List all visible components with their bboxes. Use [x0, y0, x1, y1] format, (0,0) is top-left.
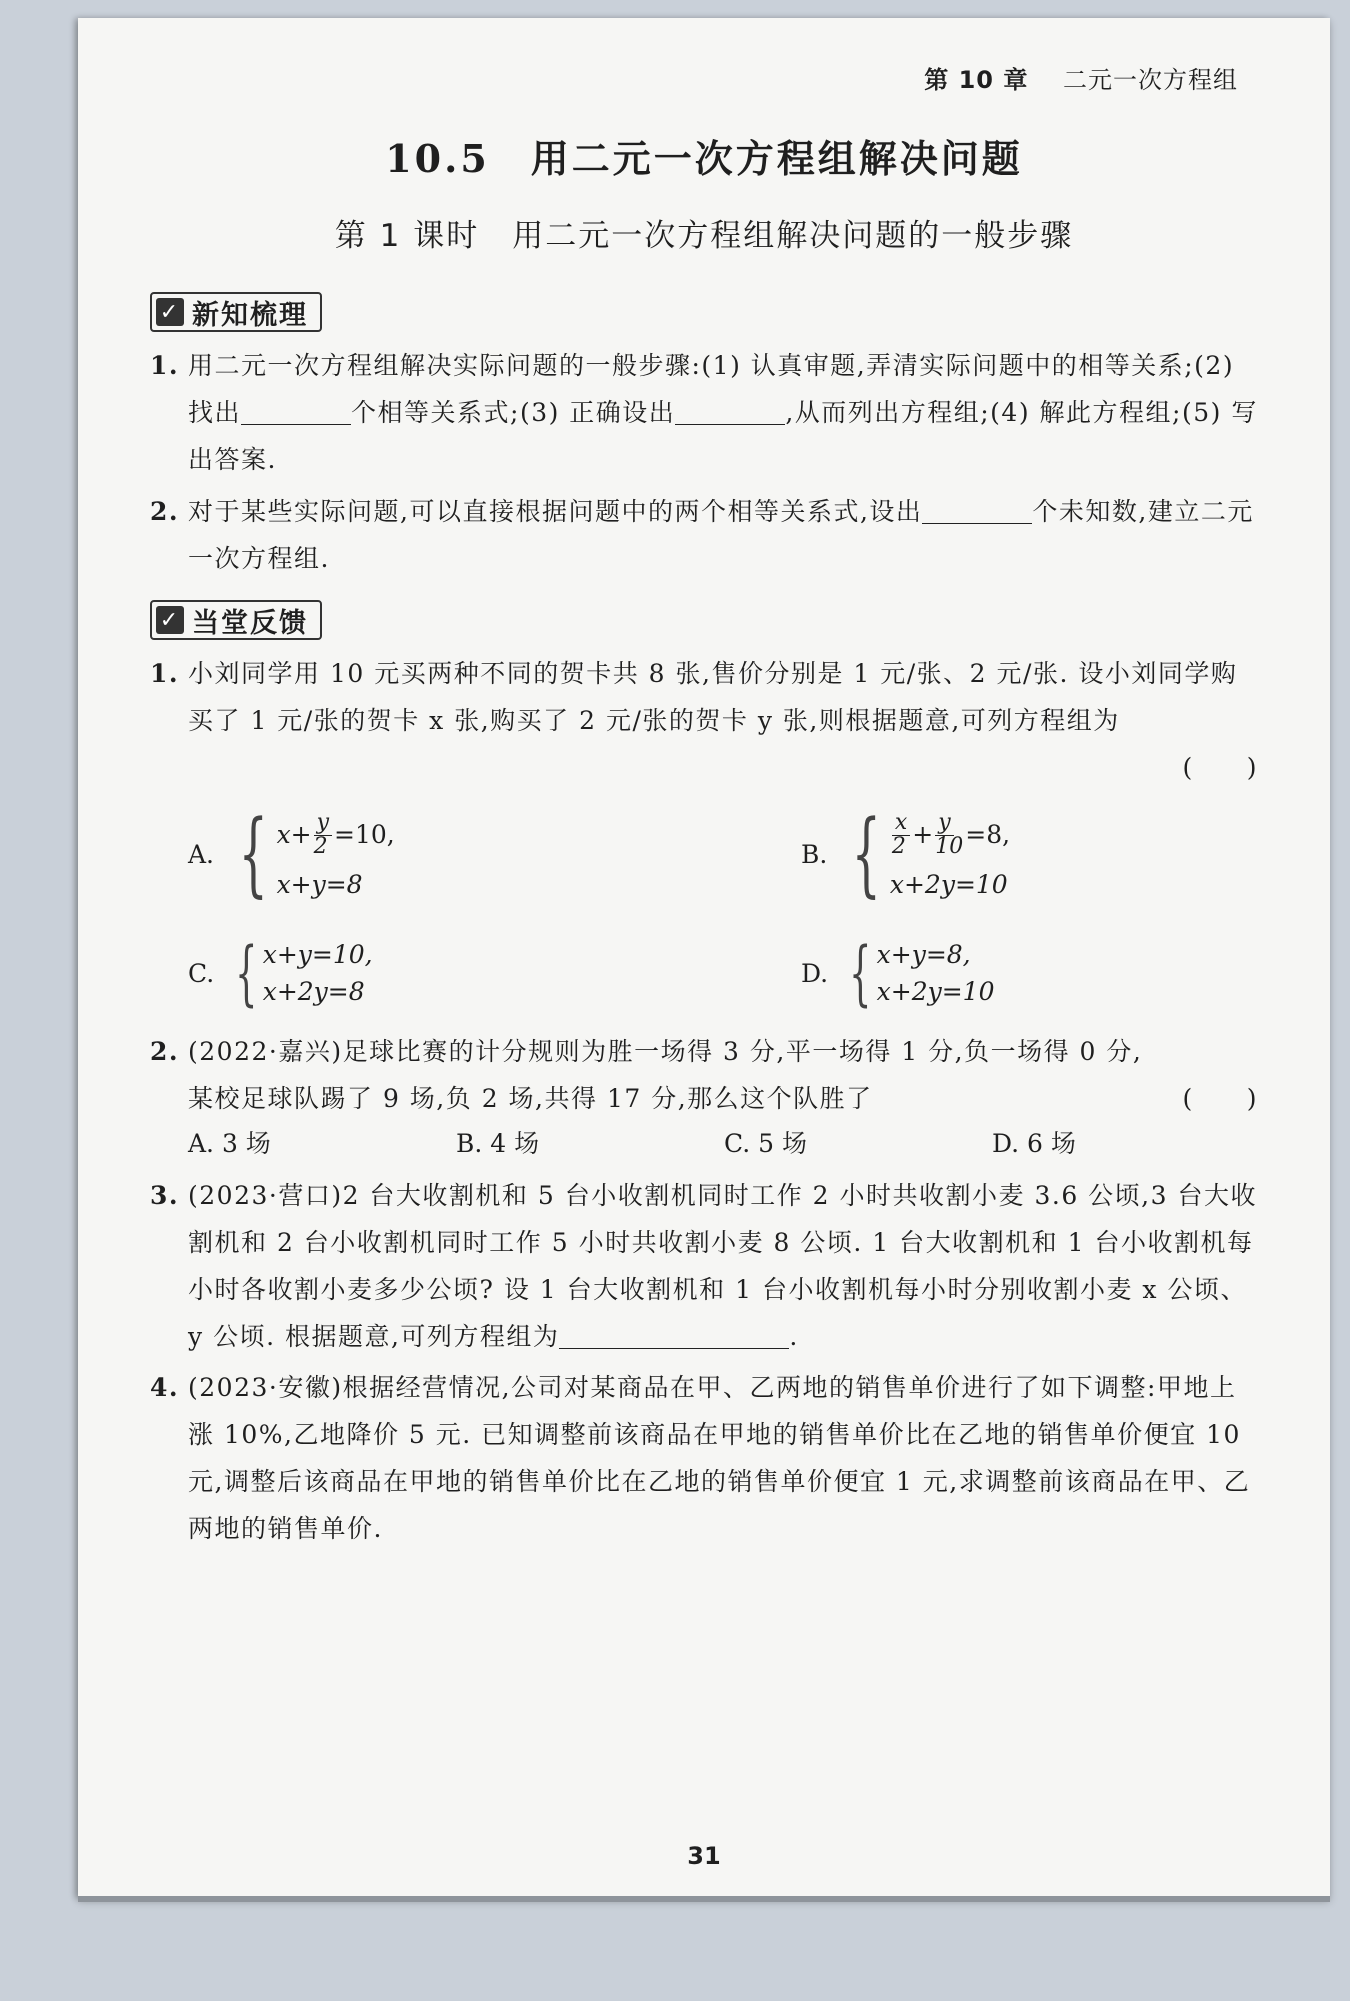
question-text: 小刘同学用 10 元买两种不同的贺卡共 8 张,售价分别是 1 元/张、2 元/张. 设小刘同学购买了 1 元/张的贺卡 x 张,购买了 2 元/张的贺卡 y 张,则根据题意,可列方程组为 [188, 659, 1238, 735]
question-1 [150, 650, 1258, 782]
item-text-part: 用二元一次方程组解决实际问题的一般步骤:(1) 认真审题,弄清实际问题中的相等关系;(2) 找出 [188, 351, 1235, 427]
option-label: D. [801, 958, 829, 988]
fraction [892, 811, 910, 857]
question-text: (2023·营口)2 台大收割机和 5 台小收割机同时工作 2 小时共收割小麦 3.6 公顷,3 台大收割机和 2 台小收割机同时工作 5 小时共收割小麦 8 公顷. 1 台大收割机和 1 台小收割机每小时各收割小麦多少公顷? 设 1 台大收割机和 1 台小收割机每小时分别收割小麦 x 公顷、y 公顷. 根据题意,可列方程组为 [188, 1181, 1257, 1351]
worksheet-page [78, 18, 1330, 1898]
fraction [935, 811, 963, 857]
answer-blank[interactable] [559, 1318, 789, 1349]
question-end: . [789, 1322, 799, 1351]
option-b[interactable] [801, 800, 1011, 907]
section-tag-label: 当堂反馈 [192, 607, 308, 639]
question-text: (2023·安徽)根据经营情况,公司对某商品在甲、乙两地的销售单价进行了如下调整:甲地上涨 10%,乙地降价 5 元. 已知调整前该商品在甲地的销售单价比在乙地的销售单价便宜 10 元,调整后该商品在甲地的销售单价比在乙地的销售单价便宜 1 元,求调整前该商品在甲、乙两地的销售单价. [188, 1373, 1251, 1543]
equation-system [263, 942, 373, 1004]
review-item-2 [150, 488, 1258, 582]
equation-line: x+2y=8 [262, 977, 365, 1006]
equation-system [889, 810, 1011, 899]
question-number: 1. [150, 659, 180, 688]
brace-icon: { [235, 932, 258, 1014]
question-4 [150, 1364, 1258, 1552]
running-header [924, 60, 1238, 95]
checkmark-icon: ✓ [156, 606, 184, 634]
brace-icon: { [851, 800, 882, 907]
item-text-part: 个相等关系式;(3) 正确设出 [351, 398, 676, 427]
option-label: B. [801, 839, 828, 869]
answer-parens[interactable]: ( ) [1182, 1084, 1258, 1113]
choice-c[interactable]: C. 5 场 [724, 1129, 807, 1158]
equation-system [877, 942, 995, 1004]
choice-b[interactable]: B. 4 场 [456, 1129, 540, 1158]
answer-parens[interactable]: ( ) [1182, 753, 1258, 782]
section-tag-label: 新知梳理 [192, 299, 308, 331]
checkmark-icon: ✓ [156, 298, 184, 326]
denominator: 2 [891, 833, 906, 859]
numerator: y [314, 810, 332, 836]
equation-line: x+y=10, [262, 940, 373, 969]
fraction [314, 811, 332, 857]
question-number: 2. [150, 1037, 180, 1066]
answer-blank[interactable] [675, 394, 785, 425]
item-text-part: 个未知数,建立二元一次方程组. [188, 497, 1254, 573]
brace-icon: { [238, 800, 268, 907]
answer-blank[interactable] [922, 493, 1032, 524]
option-a[interactable] [188, 800, 395, 907]
question-text: (2022·嘉兴)足球比赛的计分规则为胜一场得 3 分,平一场得 1 分,负一场得 0 分,某校足球队踢了 9 场,负 2 场,共得 17 分,那么这个队胜了 [188, 1037, 1143, 1113]
review-item-1 [150, 342, 1258, 483]
answer-blank[interactable] [241, 394, 351, 425]
denominator: 2 [313, 833, 328, 859]
option-c[interactable] [188, 932, 373, 1014]
question-3 [150, 1172, 1258, 1360]
lesson-subtitle: 第 1 课时 用二元一次方程组解决问题的一般步骤 [334, 218, 1074, 254]
eq-part: =10, [334, 820, 395, 849]
equation-line: x+y=8, [876, 940, 971, 969]
eq-part: + [912, 820, 934, 849]
item-number: 2. [150, 497, 180, 526]
equation-system [276, 810, 395, 899]
choice-a[interactable]: A. 3 场 [188, 1129, 271, 1158]
page-number: 31 [687, 1842, 721, 1870]
chapter-title: 二元一次方程组 [1063, 66, 1238, 94]
question-number: 3. [150, 1181, 180, 1210]
choice-d[interactable]: D. 6 场 [992, 1129, 1076, 1158]
question-2 [150, 1028, 1258, 1122]
equation-line: x+y=8 [276, 869, 363, 899]
item-text-part: ,从而列出方程组;(4) 解此方程组;(5) 写出答案. [188, 398, 1258, 474]
section-title: 10.5 用二元一次方程组解决问题 [385, 136, 1023, 181]
option-label: A. [188, 839, 215, 869]
numerator: y [935, 810, 953, 836]
item-number: 1. [150, 351, 180, 380]
eq-part: x+ [276, 820, 312, 849]
page-edge-shadow [78, 1896, 1330, 1902]
section-tag-feedback [150, 600, 322, 640]
question-number: 4. [150, 1373, 180, 1402]
item-text-part: 对于某些实际问题,可以直接根据问题中的两个相等关系式,设出 [188, 497, 923, 526]
eq-part: =8, [965, 820, 1011, 849]
denominator: 10 [935, 833, 964, 859]
section-tag-new-knowledge [150, 292, 322, 332]
numerator: x [892, 810, 910, 836]
option-d[interactable] [801, 932, 995, 1014]
brace-icon: { [849, 932, 872, 1014]
option-label: C. [188, 958, 215, 988]
chapter-number: 第 10 章 [924, 66, 1029, 94]
equation-line: x+2y=10 [876, 977, 995, 1006]
equation-line: x+2y=10 [889, 869, 1008, 899]
